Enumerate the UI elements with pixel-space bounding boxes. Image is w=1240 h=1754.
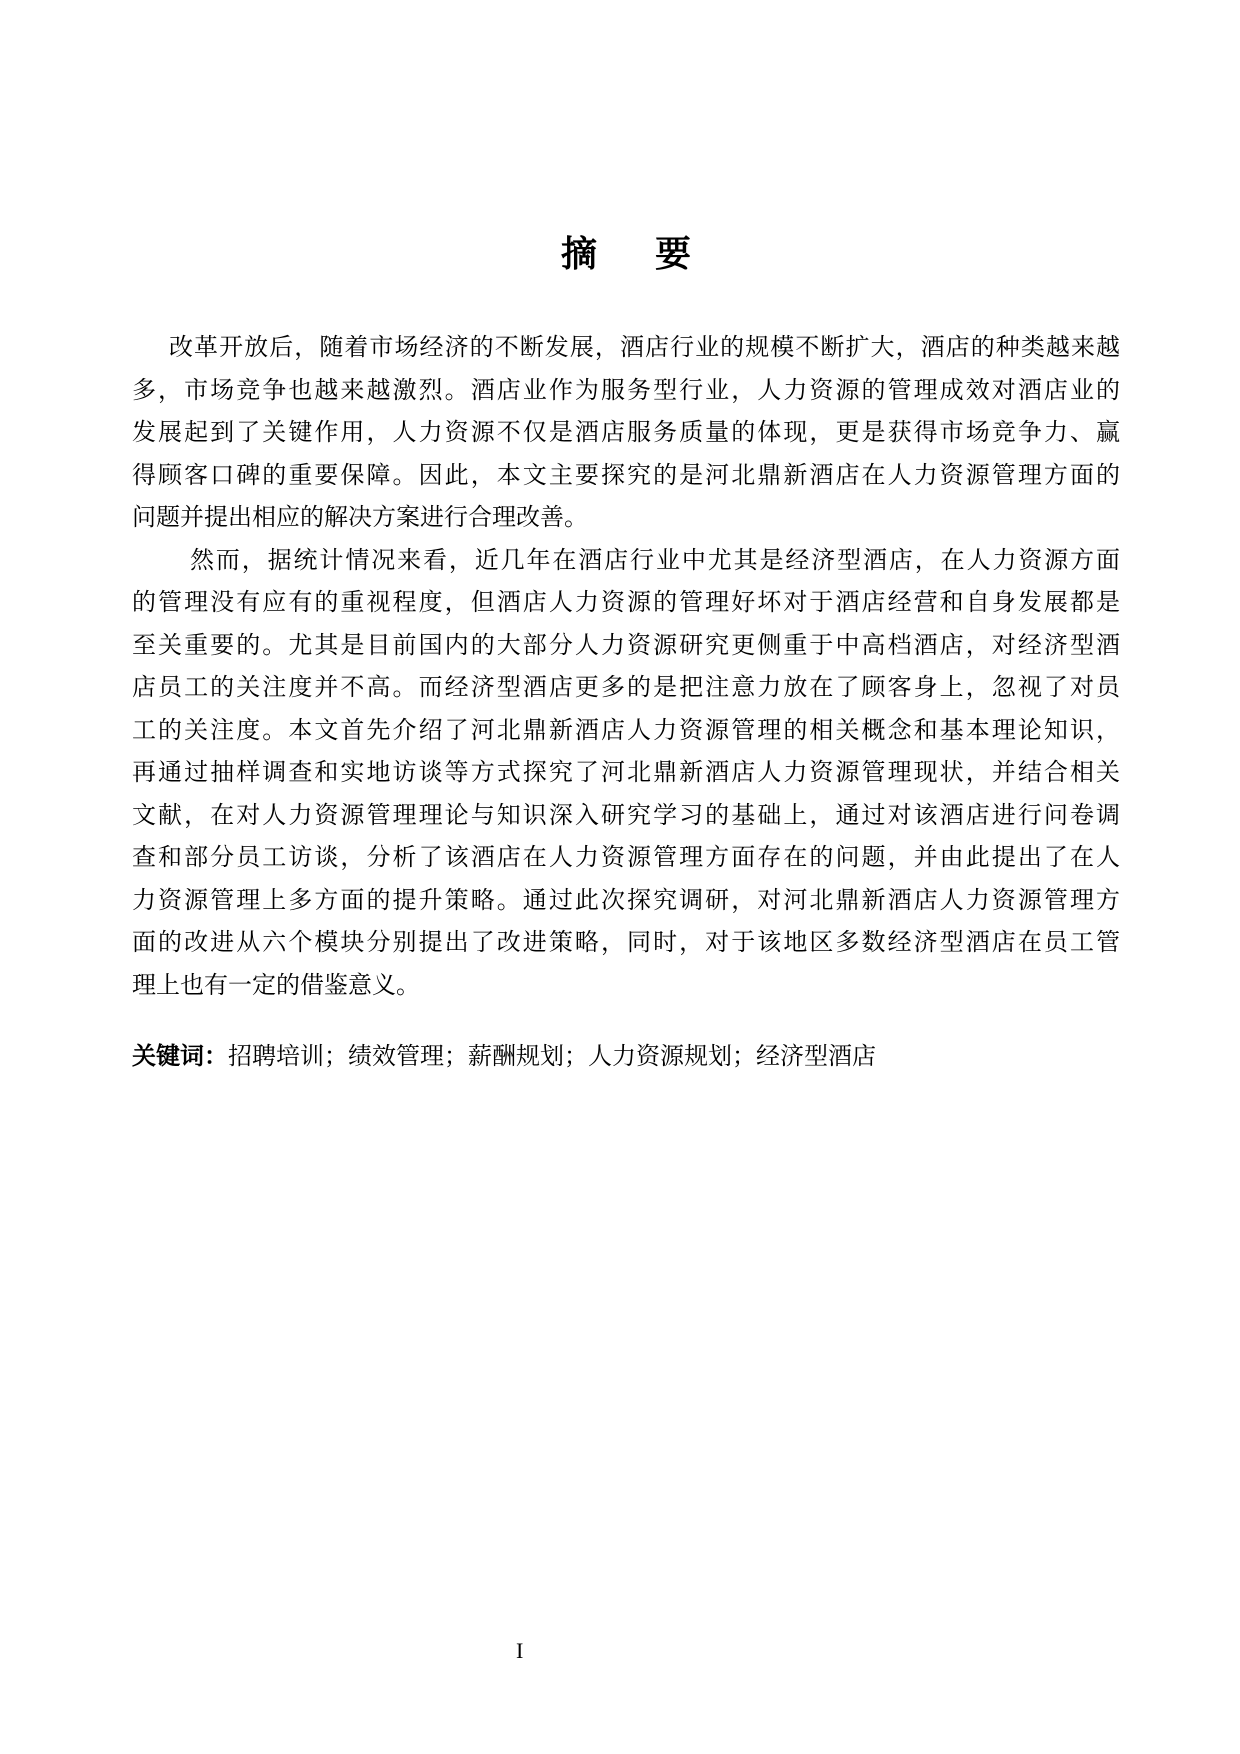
abstract-paragraph-1 [132,327,1120,540]
page-number: I [516,1638,524,1663]
abstract-line: 再通过抽样调查和实地访谈等方式探究了河北鼎新酒店人力资源管理现状，并结合相关 [132,760,1120,786]
abstract-line: 发展起到了关键作用，人力资源不仅是酒店服务质量的体现，更是获得市场竞争力、赢 [132,420,1120,446]
abstract-line: 问题并提出相应的解决方案进行合理改善。 [132,505,588,531]
abstract-line: 的管理没有应有的重视程度，但酒店人力资源的管理好坏对于酒店经营和自身发展都是 [132,590,1120,616]
abstract-line: 文献，在对人力资源管理理论与知识深入研究学习的基础上，通过对该酒店进行问卷调 [132,802,1120,829]
abstract-line: 至关重要的。尤其是目前国内的大部分人力资源研究更侧重于中高档酒店，对经济型酒 [132,632,1120,659]
abstract-line: 工的关注度。本文首先介绍了河北鼎新酒店人力资源管理的相关概念和基本理论知识， [132,717,1120,744]
abstract-line: 理上也有一定的借鉴意义。 [132,972,420,999]
abstract-line: 然而，据统计情况来看，近几年在酒店行业中尤其是经济型酒店，在人力资源方面 [190,547,1120,574]
abstract-line: 面的改进从六个模块分别提出了改进策略，同时，对于该地区多数经济型酒店在员工管 [132,930,1120,956]
abstract-line: 多，市场竞争也越来越激烈。酒店业作为服务型行业，人力资源的管理成效对酒店业的 [132,377,1120,404]
keywords-label: 关键词： [132,1043,228,1070]
abstract-title: 摘 要 [560,233,702,274]
abstract-line: 力资源管理上多方面的提升策略。通过此次探究调研，对河北鼎新酒店人力资源管理方 [132,887,1120,914]
abstract-line: 查和部分员工访谈，分析了该酒店在人力资源管理方面存在的问题，并由此提出了在人 [132,845,1120,871]
abstract-body [132,327,1120,1079]
abstract-line: 得顾客口碑的重要保障。因此，本文主要探究的是河北鼎新酒店在人力资源管理方面的 [132,462,1120,489]
abstract-line: 改革开放后，随着市场经济的不断发展，酒店行业的规模不断扩大，酒店的种类越来越 [169,335,1120,361]
abstract-paragraph-2 [132,540,1120,1008]
keywords-line [132,1036,1120,1079]
keywords-text: 招聘培训；绩效管理；薪酬规划；人力资源规划；经济型酒店 [228,1044,876,1070]
abstract-line: 店员工的关注度并不高。而经济型酒店更多的是把注意力放在了顾客身上，忽视了对员 [132,675,1120,701]
